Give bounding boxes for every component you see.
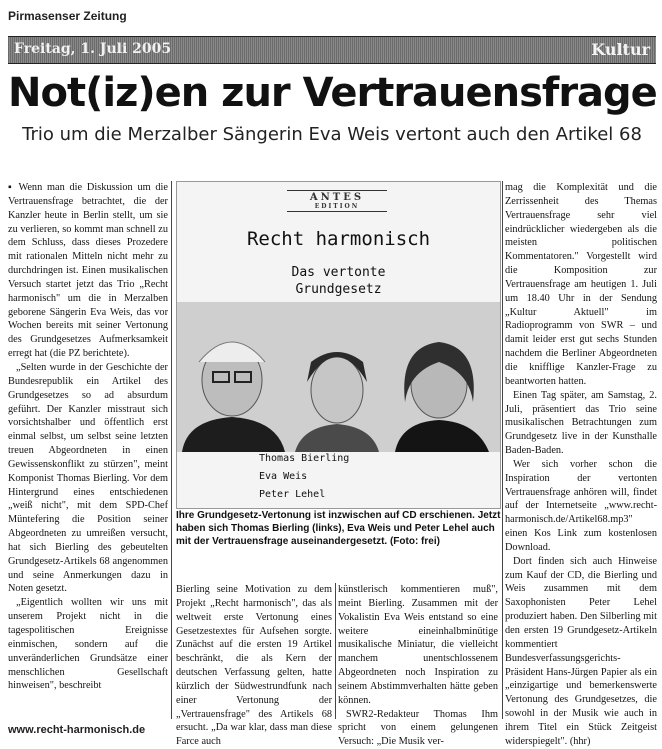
article-column-1: [8, 181, 168, 693]
paragraph: Dort finden sich auch Hinweise zum Kauf der CD, die Bierling und Weis zusammen mit dem Saxophonisten Peter Lehel produziert haben. Den Silberling mit den ersten 19 Grundgesetz-Artikeln kommentiert Bundesverfassungsgerichts-Präsident Hans-Jürgen Papier als ein „einzigartige und bemerkenswerte Vertonung des Grundgesetzes, die sowohl in der Musik wie auch in ihrem Titel ein Stück Zeitgeist widerspiegelt". (hhr): [505, 555, 657, 747]
column-divider: [171, 181, 172, 719]
date-section-bar: [8, 36, 656, 64]
paragraph: künstlerisch kommentieren muß", meint Bierling. Zusammen mit der Vokalistin Eva Weis entstand so eine weitere eineinhalbminütige musikalische Miniatur, die vielleicht manchem unentschlossenem Abgeordneten noch Inspiration zu seinem Abstimmverhalten hätte geben können.: [338, 584, 498, 706]
publisher-logo: [287, 190, 387, 212]
cd-subtitle-line: Das vertonte: [291, 265, 386, 280]
article-column-4: [505, 181, 657, 749]
column-divider: [502, 181, 503, 719]
website-footer: www.recht-harmonisch.de: [8, 724, 146, 736]
photo-caption: Ihre Grundgesetz-Vertonung ist inzwischen auf CD erschienen. Jetzt haben sich Thomas Bierling (links), Eva Weis und Peter Lehel auch mit der Vertrauensfrage auseinandergesetzt. (Foto: frei): [176, 510, 501, 547]
logo-main-text: ANTES: [309, 192, 365, 203]
trio-portrait-illustration: [177, 302, 500, 452]
newspaper-name: Pirmasenser Zeitung: [8, 9, 127, 23]
article-column-3: [338, 583, 498, 749]
headline: Not(iz)en zur Vertrauensfrage: [8, 70, 657, 116]
article-column-2: [176, 583, 332, 749]
paragraph: „Eigentlich wollten wir uns mit unserem Projekt nicht in die tagespolitischen Ereignisse einmischen, sondern auf die unveränderlichen Grundsätze einer menschlichen Gesellschaft hinweisen", beschreibt: [8, 597, 168, 692]
subheadline: Trio um die Merzalber Sängerin Eva Weis vertont auch den Artikel 68: [22, 124, 642, 145]
paragraph: SWR2-Redakteur Thomas Ihm spricht von einem gelungenen Versuch: „Die Musik ver-: [338, 708, 498, 748]
column-divider: [335, 583, 336, 719]
artist-name: Peter Lehel: [259, 489, 326, 500]
issue-date: Freitag, 1. Juli 2005: [14, 41, 172, 57]
paragraph: Bierling seine Motivation zu dem Projekt „Recht harmonisch", das als weltweit erste Vertonung eines Gesetzestextes für Aufsehen sorgte. Zunächst auf die ersten 19 Artikel beschränkt, die als Kern der deutschen Verfassung gelten, hatte kürzlich der Südwestrundfunk nach einer Vertonung der „Vertrauensfrage" des Artikels 68 ersucht. „Da war klar, dass man diese Farce auch: [176, 584, 332, 748]
cd-subtitle-line: Grundgesetz: [295, 282, 382, 297]
cd-cover-photo: [176, 181, 501, 509]
cd-title: Recht harmonisch: [246, 228, 431, 250]
paragraph: ▪ Wenn man die Diskussion um die Vertrauensfrage betrachtet, die der Kanzler heute in Berlin stellt, um sie zu verlieren, so kommt man schnell zu dem Schluss, dass dieses Prozedere mit rationalen Mitteln nicht mehr zu durchdringen ist. Einen musikalischen Versuch startet jetzt das Trio „Recht harmonisch" um die in Merzalben geborene Sängerin Eva Weis, das vor Wochen bereits mit seiner Vertonung des Grundgesetzes Aufmerksamkeit erregt hat (die PZ berichtete).: [8, 182, 168, 360]
paragraph: mag die Komplexität und die Zerrissenheit des Themas Vertrauensfrage sehr viel eindrücklicher wiedergeben als die meisten politischen Kommentatoren." Vorgestellt wird die Komposition zur Vertrauensfrage am heutigen 1. Juli um 18.40 Uhr in der Sendung „Kultur Aktuell" im Radioprogramm von SWR – und damit leider erst gut sechs Stunden nachdem die Berliner Abgeordneten die knifflige Kanzler-Frage zu beantworten hatten.: [505, 182, 657, 387]
paragraph: „Selten wurde in der Geschichte der Bundesrepublik ein Artikel des Grundgesetzes so ad absurdum geführt. Der Kanzler misstraut sich vorsichtshalber und öffentlich erst einmal selbst, um selbst seine letzten treuen Abgeordneten in einen Gewissenskonflikt zu stürzen", meint Komponist Thomas Bierling. Vor dem Hintergrund eines entschiedenen „weiß nicht", mit dem SPD-Chef Müntefering die Position seiner Abgeordneten zu umreißen versucht, hat sich Bierling des gebeutelten Grundgesetz-Artikels 68 angenommen und seine Anmerkungen dazu in Noten gesetzt.: [8, 361, 168, 595]
artist-name: Eva Weis: [259, 471, 308, 482]
logo-sub-text: EDITION: [314, 203, 360, 210]
artist-name: Thomas Bierling: [259, 453, 350, 464]
cd-subtitle: [177, 264, 500, 298]
artist-names: [259, 450, 349, 504]
paragraph: Wer sich vorher schon die Inspiration der vertonten Vertrauensfrage anhören will, findet auf der Internetseite „www.recht-harmonisch.de/Artikel68.mp3" einen Kos Link zum kostenlosen Download.: [505, 458, 657, 553]
section-label: Kultur: [591, 40, 650, 59]
paragraph: Einen Tag später, am Samstag, 2. Juli, präsentiert das Trio seine musikalischen Betrachtungen zum Grundgesetz live in der Kunsthalle Baden-Baden.: [505, 389, 657, 457]
